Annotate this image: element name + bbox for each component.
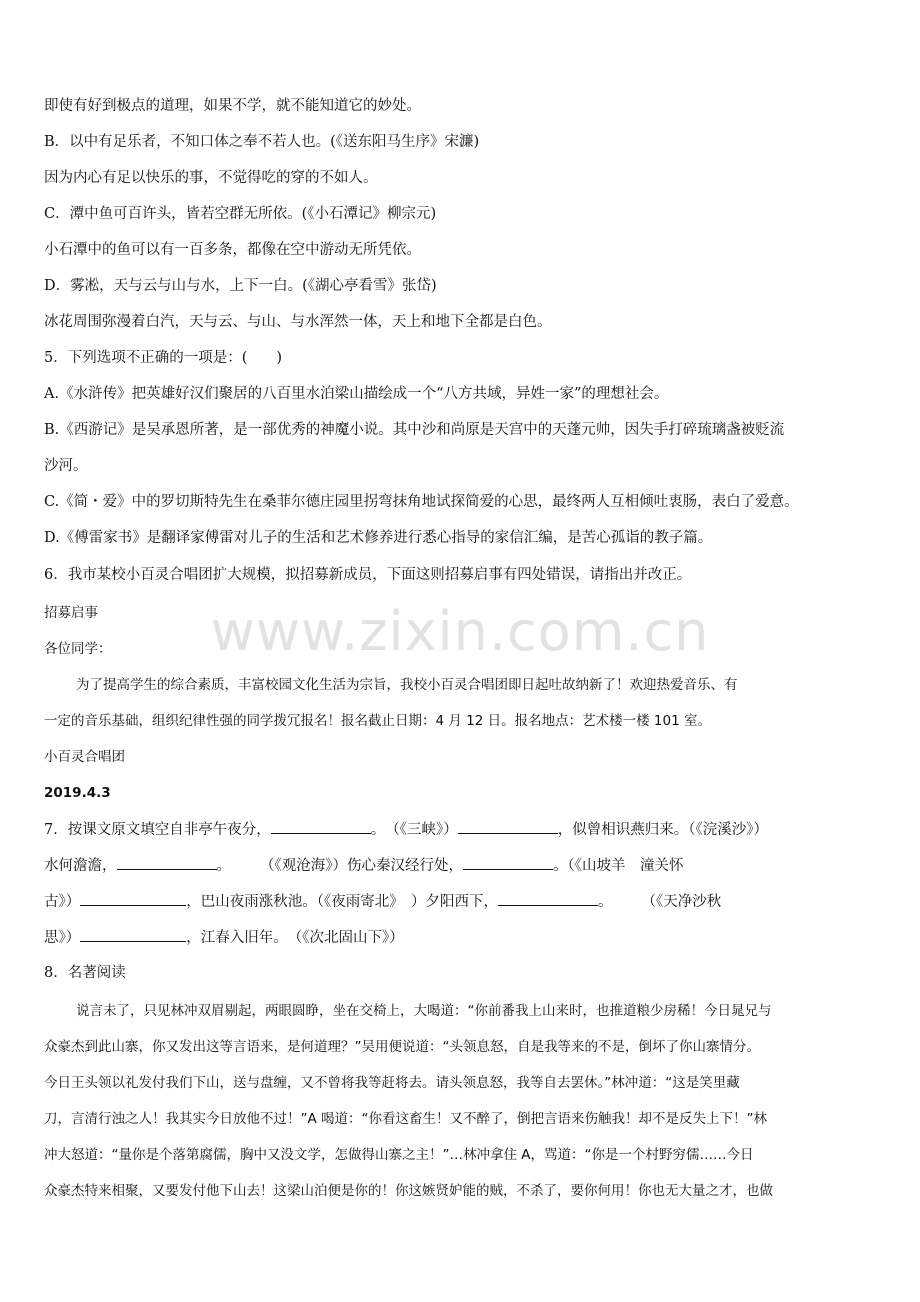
- question-6: 6．我市某校小百灵合唱团扩大规模，拟招募新成员，下面这则招募启事有四处错误，请指出并改正。: [44, 567, 692, 583]
- question-7-line-3: [44, 891, 880, 912]
- text-line: 小石潭中的鱼可以有一百多条，都像在空中游动无所凭依。: [44, 242, 421, 258]
- text-line: 因为内心有足以快乐的事，不觉得吃的穿的不如人。: [44, 170, 378, 186]
- reading-passage-line: 众豪杰特来相聚，又要发付他下山去！这梁山泊便是你的！你这嫉贤妒能的贼，不杀了，要你何用！你也无大量之才，也做: [44, 1183, 773, 1199]
- reading-passage-line: 冲大怒道：“量你是个落第腐儒，胸中又没文学，怎做得山寨之主！”…林冲拿住 A，骂道：“你是一个村野穷儒……今日: [44, 1147, 754, 1163]
- answer-blank[interactable]: [80, 891, 186, 906]
- reading-passage-line: 今日王头领以礼发付我们下山，送与盘缠，又不曾将我等赶将去。请头领息怒，我等自去罢休。”林冲道：“这是笑里藏: [44, 1075, 740, 1091]
- option-d-q5: D.《傅雷家书》是翻译家傅雷对儿子的生活和艺术修养进行悉心指导的家信汇编，是苦心孤诣的教子篇。: [44, 530, 713, 546]
- answer-blank[interactable]: [117, 855, 217, 870]
- option-c-q4: C．潭中鱼可百许头，皆若空群无所依。(《小石潭记》柳宗元): [44, 206, 437, 222]
- option-d-q4: D．雾凇，天与云与山与水，上下一白。(《湖心亭看雪》张岱): [44, 278, 437, 294]
- question-5: 5．下列选项不正确的一项是：( ): [44, 350, 283, 366]
- notice-title: 招募启事: [44, 605, 98, 621]
- q7-text: 。（《山坡羊 潼关怀: [553, 858, 684, 874]
- question-8-title: 8．名著阅读: [44, 965, 126, 981]
- answer-blank[interactable]: [463, 855, 553, 870]
- reading-passage-line: 刀，言清行浊之人！我其实今日放他不过！”A 喝道：“你看这畜生！又不醉了，倒把言语来伤触我！却不是反失上下！”林: [44, 1111, 768, 1127]
- notice-body: 为了提高学生的综合素质，丰富校园文化生活为宗旨，我校小百灵合唱团即日起吐故纳新了！欢迎热爱音乐、有: [76, 677, 738, 693]
- q7-text: 古》）: [44, 894, 81, 910]
- q7-text: 7．按课文原文填空自非亭午夜分，: [44, 822, 271, 838]
- watermark: www.zixin.com.cn: [210, 600, 710, 663]
- option-b-q4: B．以中有足乐者，不知口体之奉不若人也。(《送东阳马生序》宋濂): [44, 134, 480, 150]
- notice-date: 2019.4.3: [44, 785, 111, 801]
- option-a-q5: A.《水浒传》把英雄好汉们聚居的八百里水泊梁山描绘成一个“八方共域，异姓一家”的理想社会。: [44, 386, 669, 402]
- notice-signature: 小百灵合唱团: [44, 749, 125, 765]
- answer-blank[interactable]: [458, 819, 558, 834]
- option-c-q5: C.《简・爱》中的罗切斯特先生在桑菲尔德庄园里拐弯抹角地试探简爱的心思，最终两人互相倾吐衷肠，表白了爱意。: [44, 494, 799, 510]
- reading-passage-line: 众豪杰到此山寨，你又发出这等言语来，是何道理？”吴用便说道：“头领息怒，自是我等来的不是，倒坏了你山寨情分。: [44, 1039, 760, 1055]
- q7-text: 水何澹澹，: [44, 858, 117, 874]
- answer-blank[interactable]: [271, 819, 371, 834]
- q7-text: ，江春入旧年。 （《次北固山下》）: [186, 930, 404, 946]
- notice-greeting: 各位同学：: [44, 641, 112, 657]
- q7-text: 。 （《天净沙秋: [598, 894, 722, 910]
- q7-text: 思》）: [44, 930, 81, 946]
- q7-text: ，似曾相识燕归来。（《浣溪沙》）: [557, 822, 768, 838]
- q7-text: ，巴山夜雨涨秋池。（《夜雨寄北》 ）夕阳西下，: [186, 894, 498, 910]
- question-7-line-2: [44, 855, 880, 876]
- question-7-line-1: [44, 819, 880, 840]
- option-b-q5: B.《西游记》是吴承恩所著，是一部优秀的神魔小说。其中沙和尚原是天宫中的天蓬元帅，因失手打碎琉璃盏被贬流: [44, 422, 785, 438]
- q7-text: 。 （《观沧海》）伤心秦汉经行处，: [216, 858, 463, 874]
- text-line: 冰花周围弥漫着白汽，天与云、与山、与水浑然一体，天上和地下全都是白色。: [44, 314, 552, 330]
- answer-blank[interactable]: [498, 891, 598, 906]
- q7-text: 。 （《三峡》）: [370, 822, 458, 838]
- text-line: 即使有好到极点的道理，如果不学，就不能知道它的妙处。: [44, 98, 421, 114]
- question-7-line-4: [44, 927, 880, 948]
- answer-blank[interactable]: [80, 927, 186, 942]
- text-line: 沙河。: [44, 458, 88, 474]
- notice-body: 一定的音乐基础，组织纪律性强的同学拨冗报名！报名截止日期：4 月 12 日。报名地点：艺术楼一楼 101 室。: [44, 713, 711, 729]
- reading-passage-line: 说言未了，只见林冲双眉剔起，两眼圆睁，坐在交椅上，大喝道：“你前番我上山来时，也推道粮少房稀！今日晁兄与: [76, 1003, 772, 1019]
